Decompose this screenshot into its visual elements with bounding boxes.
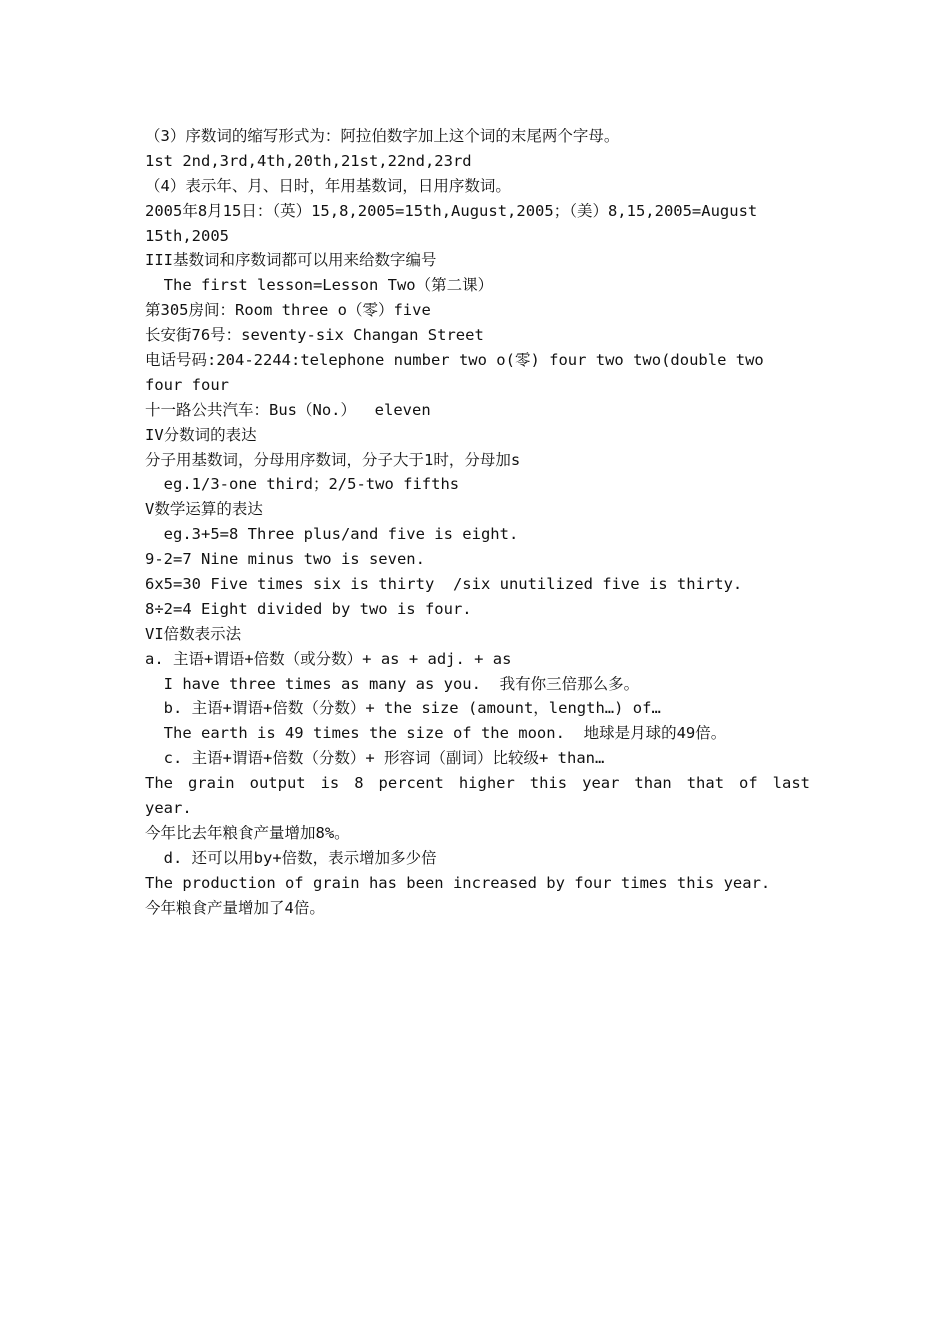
section-heading: IV分数词的表达 — [145, 425, 257, 444]
text-line: b. 主语+谓语+倍数（分数）+ the size (amount，length…) of… — [145, 699, 661, 718]
text-line: 今年比去年粮食产量增加8%。 — [145, 823, 350, 842]
text-line: I have three times as many as you. 我有你三倍那么多。 — [145, 674, 640, 693]
text-line: 电话号码:204-2244:telephone number two o(零) four two two(double two — [145, 351, 764, 370]
text-line: 8÷2=4 Eight divided by two is four. — [145, 599, 472, 618]
document-body — [145, 124, 810, 921]
text-line: 十一路公共汽车：Bus（No.） eleven — [145, 400, 431, 419]
section-heading: III基数词和序数词都可以用来给数字编号 — [145, 251, 437, 270]
text-line: The first lesson=Lesson Two（第二课） — [145, 276, 494, 295]
text-line: 分子用基数词，分母用序数词，分子大于1时，分母加s — [145, 450, 521, 469]
text-line: four four — [145, 375, 229, 394]
text-line: 9-2=7 Nine minus two is seven. — [145, 550, 425, 569]
text-line: 6x5=30 Five times six is thirty /six unutilized five is thirty. — [145, 575, 743, 594]
text-line: The grain output is 8 percent higher this year than that of last — [145, 774, 810, 793]
text-line: 15th,2005 — [145, 226, 229, 245]
text-line: The earth is 49 times the size of the moon. 地球是月球的49倍。 — [145, 724, 727, 743]
text-line: 第305房间：Room three o（零）five — [145, 301, 431, 320]
text-line: The production of grain has been increased by four times this year. — [145, 873, 771, 892]
text-line: 1st 2nd,3rd,4th,20th,21st,22nd,23rd — [145, 151, 472, 170]
text-line: year. — [145, 799, 192, 818]
text-line: eg.3+5=8 Three plus/and five is eight. — [145, 525, 519, 544]
text-line: 今年粮食产量增加了4倍。 — [145, 898, 325, 917]
text-line: 2005年8月15日：（英）15,8,2005=15th,August,2005；（美）8,15,2005=August — [145, 201, 758, 220]
text-line: a. 主语+谓语+倍数（或分数）+ as + adj. + as — [145, 649, 512, 668]
text-line: eg.1/3-one third；2/5-two fifths — [145, 475, 460, 494]
text-line: （3）序数词的缩写形式为：阿拉伯数字加上这个词的末尾两个字母。 — [145, 127, 620, 145]
section-heading: V数学运算的表达 — [145, 500, 263, 519]
text-line: c. 主语+谓语+倍数（分数）+ 形容词（副词）比较级+ than… — [145, 749, 605, 768]
text-line: 长安街76号：seventy-six Changan Street — [145, 326, 484, 345]
text-line: （4）表示年、月、日时，年用基数词，日用序数词。 — [145, 176, 511, 195]
section-heading: VI倍数表示法 — [145, 624, 242, 643]
text-line: d. 还可以用by+倍数，表示增加多少倍 — [145, 848, 437, 867]
